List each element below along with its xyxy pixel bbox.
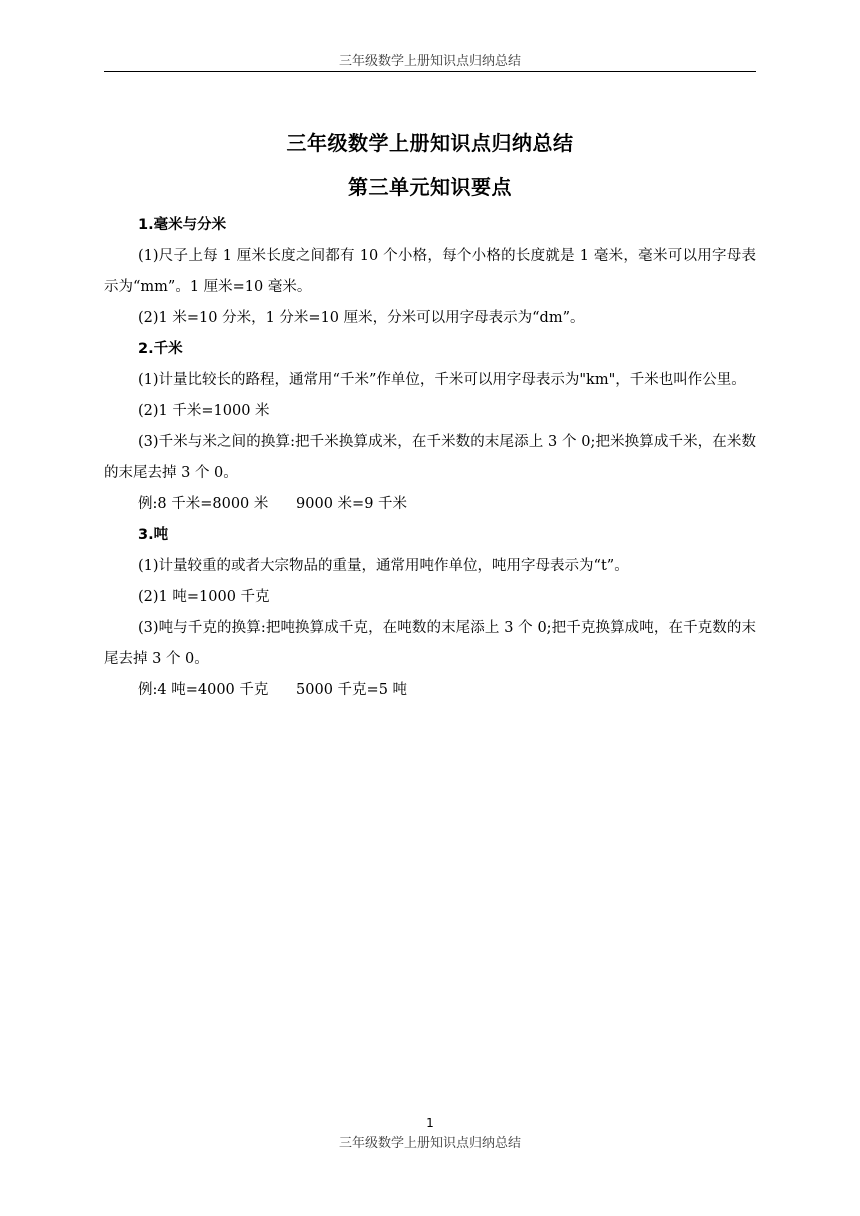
paragraph: (2)1 吨=1000 千克 [138, 589, 270, 605]
header-rule [104, 71, 756, 72]
paragraph: (2)1 米=10 分米，1 分米=10 厘米，分米可以用字母表示为“dm”。 [138, 310, 585, 326]
paragraph: (1)计量较重的或者大宗物品的重量，通常用吨作单位，吨用字母表示为“t”。 [138, 558, 629, 574]
page-footer: 三年级数学上册知识点归纳总结 [338, 1136, 521, 1151]
page-header: 三年级数学上册知识点归纳总结 [338, 54, 521, 69]
paragraph: (3)吨与千克的换算:把吨换算成千克，在吨数的末尾添上 3 个 0;把千克换算成吨，在千克数的末尾去掉 3 个 0。 [104, 620, 756, 667]
section-heading-kilometer: 2.千米 [138, 341, 183, 357]
page-number: 1 [426, 1116, 434, 1130]
document-title: 三年级数学上册知识点归纳总结 [286, 131, 574, 155]
paragraph: (2)1 千米=1000 米 [138, 403, 270, 419]
section-heading-millimeter-decimeter: 1.毫米与分米 [138, 217, 227, 233]
paragraph: (1)尺子上每 1 厘米长度之间都有 10 个小格，每个小格的长度就是 1 毫米，毫米可以用字母表示为“mm”。1 厘米=10 毫米。 [104, 248, 756, 295]
document-body [104, 210, 756, 706]
paragraph: (1)计量比较长的路程，通常用“千米”作单位，千米可以用字母表示为"km"，千米也叫作公里。 [138, 372, 746, 388]
example-line: 例:8 千米=8000 米 9000 米=9 千米 [138, 496, 408, 512]
section-heading-ton: 3.吨 [138, 527, 169, 543]
document-subtitle: 第三单元知识要点 [348, 175, 512, 199]
example-line: 例:4 吨=4000 千克 5000 千克=5 吨 [138, 682, 408, 698]
paragraph: (3)千米与米之间的换算:把千米换算成米，在千米数的末尾添上 3 个 0;把米换算成千米，在米数的末尾去掉 3 个 0。 [104, 434, 756, 481]
